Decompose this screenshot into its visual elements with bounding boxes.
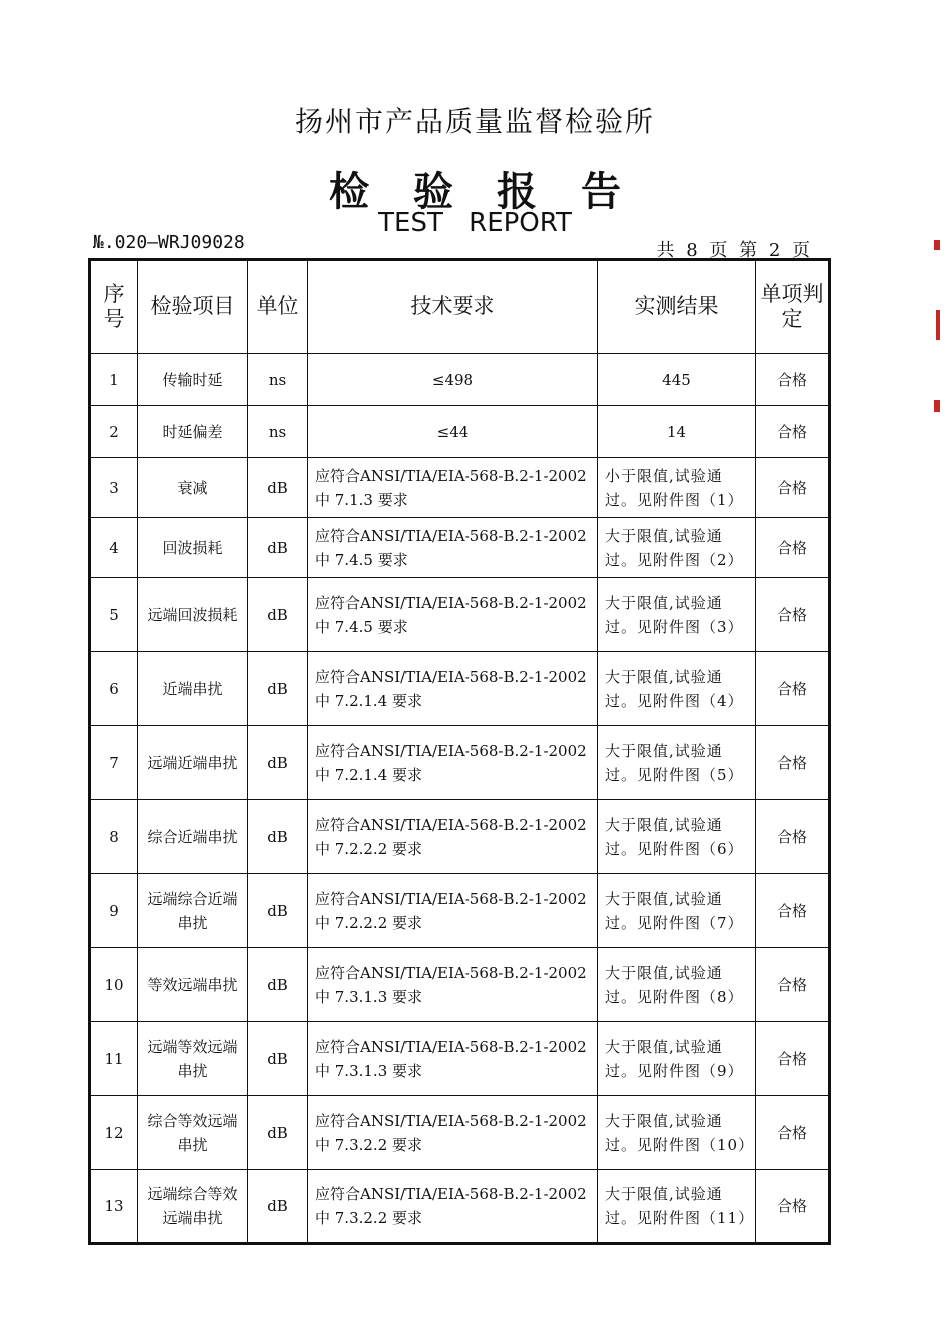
cell-item: 远端综合等效远端串扰 [138,1170,248,1244]
cell-verdict: 合格 [756,726,830,800]
cell-no: 1 [90,354,138,406]
cell-no: 11 [90,1022,138,1096]
cell-requirement: 应符合ANSI/TIA/EIA-568-B.2-1-2002 中 7.3.2.2 要求 [308,1170,598,1244]
cell-no: 4 [90,518,138,578]
cell-requirement: 应符合ANSI/TIA/EIA-568-B.2-1-2002 中 7.3.1.3 要求 [308,1022,598,1096]
table-row [90,726,830,800]
table-row [90,458,830,518]
cell-unit: dB [248,1096,308,1170]
col-header-unit: 单位 [248,260,308,354]
cell-result: 大于限值,试验通过。见附件图（8） [598,948,756,1022]
cell-unit: dB [248,1022,308,1096]
cell-unit: dB [248,518,308,578]
cell-result: 大于限值,试验通过。见附件图（9） [598,1022,756,1096]
test-results-table [88,258,831,1245]
red-stamp-mark [936,310,940,340]
cell-requirement: 应符合ANSI/TIA/EIA-568-B.2-1-2002 中 7.2.1.4 要求 [308,652,598,726]
cell-unit: dB [248,726,308,800]
col-header-no: 序号 [90,260,138,354]
cell-item: 远端等效远端串扰 [138,1022,248,1096]
cell-verdict: 合格 [756,354,830,406]
cell-result: 小于限值,试验通过。见附件图（1） [598,458,756,518]
table-row [90,874,830,948]
cell-unit: dB [248,458,308,518]
cell-no: 5 [90,578,138,652]
table-row [90,1022,830,1096]
col-header-result: 实测结果 [598,260,756,354]
cell-result: 大于限值,试验通过。见附件图（10） [598,1096,756,1170]
cell-no: 2 [90,406,138,458]
cell-item: 时延偏差 [138,406,248,458]
cell-unit: ns [248,354,308,406]
cell-item: 回波损耗 [138,518,248,578]
table-row [90,578,830,652]
cell-unit: dB [248,874,308,948]
cell-verdict: 合格 [756,578,830,652]
table-row [90,948,830,1022]
cell-unit: dB [248,1170,308,1244]
cell-requirement: ≤44 [308,406,598,458]
cell-verdict: 合格 [756,652,830,726]
report-title-en: TEST REPORT [378,208,572,238]
report-number: №.020—WRJ09028 [93,232,245,253]
title-char: 报 [497,169,537,215]
cell-no: 8 [90,800,138,874]
cell-requirement: 应符合ANSI/TIA/EIA-568-B.2-1-2002 中 7.4.5 要求 [308,518,598,578]
cell-requirement: 应符合ANSI/TIA/EIA-568-B.2-1-2002 中 7.1.3 要求 [308,458,598,518]
cell-result: 大于限值,试验通过。见附件图（4） [598,652,756,726]
cell-no: 12 [90,1096,138,1170]
table-row [90,354,830,406]
red-stamp-mark [934,400,940,412]
table-row [90,1170,830,1244]
col-header-item: 检验项目 [138,260,248,354]
cell-item: 综合等效远端串扰 [138,1096,248,1170]
cell-item: 近端串扰 [138,652,248,726]
cell-no: 6 [90,652,138,726]
cell-no: 10 [90,948,138,1022]
cell-no: 7 [90,726,138,800]
cell-item: 远端近端串扰 [138,726,248,800]
cell-item: 传输时延 [138,354,248,406]
title-char: 检 [329,169,369,215]
cell-unit: dB [248,578,308,652]
cell-item: 等效远端串扰 [138,948,248,1022]
cell-verdict: 合格 [756,406,830,458]
cell-result: 大于限值,试验通过。见附件图（2） [598,518,756,578]
cell-result: 大于限值,试验通过。见附件图（3） [598,578,756,652]
cell-verdict: 合格 [756,874,830,948]
table-header-row [90,260,830,354]
cell-verdict: 合格 [756,800,830,874]
cell-result: 445 [598,354,756,406]
cell-result: 大于限值,试验通过。见附件图（6） [598,800,756,874]
cell-result: 大于限值,试验通过。见附件图（11） [598,1170,756,1244]
cell-requirement: 应符合ANSI/TIA/EIA-568-B.2-1-2002 中 7.3.1.3 要求 [308,948,598,1022]
cell-verdict: 合格 [756,518,830,578]
cell-result: 14 [598,406,756,458]
table-row [90,518,830,578]
col-header-requirement: 技术要求 [308,260,598,354]
cell-item: 衰减 [138,458,248,518]
cell-requirement: 应符合ANSI/TIA/EIA-568-B.2-1-2002 中 7.2.2.2 要求 [308,800,598,874]
table-row [90,406,830,458]
cell-unit: dB [248,652,308,726]
table-row [90,1096,830,1170]
cell-requirement: 应符合ANSI/TIA/EIA-568-B.2-1-2002 中 7.3.2.2 要求 [308,1096,598,1170]
cell-unit: dB [248,948,308,1022]
cell-requirement: 应符合ANSI/TIA/EIA-568-B.2-1-2002 中 7.2.2.2 要求 [308,874,598,948]
col-header-verdict: 单项判定 [756,260,830,354]
page-info: 共 8 页 第 2 页 [656,240,810,261]
cell-requirement: 应符合ANSI/TIA/EIA-568-B.2-1-2002 中 7.2.1.4 要求 [308,726,598,800]
cell-item: 远端综合近端串扰 [138,874,248,948]
cell-unit: ns [248,406,308,458]
cell-unit: dB [248,800,308,874]
cell-verdict: 合格 [756,1096,830,1170]
title-char: 验 [413,169,453,215]
cell-verdict: 合格 [756,458,830,518]
cell-result: 大于限值,试验通过。见附件图（7） [598,874,756,948]
cell-verdict: 合格 [756,1170,830,1244]
cell-verdict: 合格 [756,948,830,1022]
cell-requirement: 应符合ANSI/TIA/EIA-568-B.2-1-2002 中 7.4.5 要求 [308,578,598,652]
cell-item: 综合近端串扰 [138,800,248,874]
table-row [90,800,830,874]
institute-name: 扬州市产品质量监督检验所 [294,105,655,138]
cell-no: 3 [90,458,138,518]
title-char: 告 [581,169,621,215]
table-row [90,652,830,726]
cell-result: 大于限值,试验通过。见附件图（5） [598,726,756,800]
cell-no: 13 [90,1170,138,1244]
cell-no: 9 [90,874,138,948]
red-stamp-mark [934,240,940,250]
cell-requirement: ≤498 [308,354,598,406]
cell-verdict: 合格 [756,1022,830,1096]
cell-item: 远端回波损耗 [138,578,248,652]
